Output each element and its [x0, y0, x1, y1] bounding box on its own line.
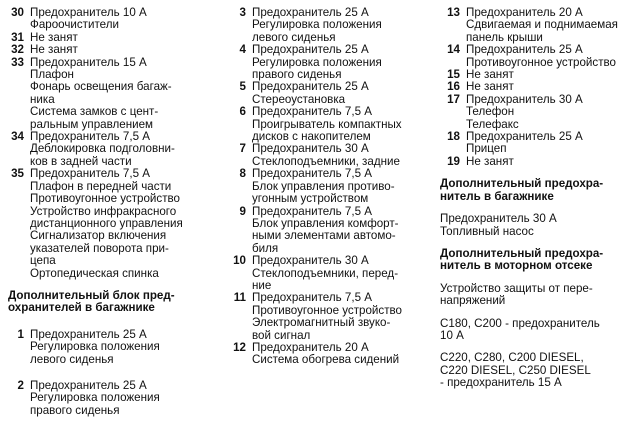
section-heading — [440, 178, 636, 203]
fuse-description-line: дисков с накопителем — [252, 130, 371, 144]
section-heading-line: Дополнительный предохра- — [440, 246, 604, 260]
fuse-description — [460, 44, 636, 69]
fuse-description-line: цепа — [30, 254, 56, 268]
fuse-description-line: Стеклоподъемники, перед- — [252, 266, 399, 280]
fuse-entry — [440, 7, 636, 44]
section-heading — [440, 248, 636, 273]
fuse-description-line: указателей поворота при- — [30, 241, 169, 255]
section-heading-line: охранителей в багажнике — [8, 301, 155, 315]
fuse-description-line: Предохранитель 7,5 А — [252, 167, 372, 181]
fuse-description-line: вой сигнал — [252, 328, 311, 342]
text-line: C180, C200 - предохранитель — [440, 316, 600, 330]
fuse-description — [24, 329, 213, 366]
fuse-number: 30 — [11, 6, 24, 19]
fuse-description-line: ков в задней части — [30, 154, 132, 168]
fuse-number: 32 — [11, 43, 24, 57]
fuse-description-line: Предохранитель 15 А — [30, 55, 147, 69]
fuse-description-line: левого сиденья — [252, 30, 336, 44]
fuse-description-line: ние — [252, 278, 272, 292]
section-heading-line: Дополнительный блок пред- — [8, 288, 175, 302]
fuse-description — [24, 131, 213, 168]
column-3 — [440, 7, 636, 390]
fuse-description-line: Предохранитель 7,5 А — [252, 105, 372, 119]
fuse-description-line: Предохранитель 20 А — [252, 340, 369, 354]
fuse-description — [246, 255, 428, 292]
fuse-description-line: Регулировка положения — [30, 391, 160, 405]
fuse-entry — [232, 44, 428, 81]
text-line: напряжений — [440, 294, 506, 308]
text-block — [440, 352, 636, 389]
column-2 — [232, 7, 428, 367]
fuse-number: 3 — [239, 6, 246, 19]
fuse-description-line: Не занят — [30, 43, 78, 57]
text-line: 10 А — [440, 328, 464, 342]
fuse-description-line: Предохранитель 25 А — [466, 130, 583, 144]
fuse-description-line: Система замков с цент- — [30, 105, 159, 119]
text-block — [440, 213, 636, 238]
fuse-number: 4 — [239, 43, 246, 57]
fuse-description-line: Электромагнитный звуко- — [252, 316, 391, 330]
fuse-number: 5 — [239, 80, 246, 94]
fuse-number: 19 — [447, 154, 460, 168]
fuse-description-line: Предохранитель 7,5 А — [252, 204, 372, 218]
fuse-description-line: Регулировка положения — [252, 55, 382, 69]
fuse-description-line: Предохранитель 7,5 А — [30, 167, 150, 181]
section-heading-line: нитель в багажнике — [440, 189, 554, 203]
fuse-description-line: Плафон — [30, 68, 74, 82]
column-1 — [8, 7, 213, 417]
fuse-description — [24, 380, 213, 417]
fuse-description — [460, 94, 636, 131]
fuse-description-line: Предохранитель 25 А — [252, 6, 369, 19]
fuse-description-line: Фароочистители — [30, 18, 119, 32]
fuse-description-line: Не занят — [30, 30, 78, 44]
fuse-number: 7 — [239, 142, 246, 156]
fuse-entry — [8, 131, 213, 168]
fuse-description-line: Система обогрева сидений — [252, 353, 400, 367]
fuse-number: 10 — [233, 254, 246, 268]
spacer — [8, 315, 213, 329]
fuse-description — [246, 44, 428, 81]
fuse-description — [24, 168, 213, 280]
fuse-description — [246, 206, 428, 256]
fuse-entry — [232, 342, 428, 367]
spacer — [8, 366, 213, 380]
text-line: Устройство защиты от пере- — [440, 281, 593, 295]
fuse-number: 1 — [17, 327, 24, 341]
fuse-description-line: Регулировка положения — [252, 18, 382, 32]
fuse-description-line: ными элементами автомо- — [252, 229, 396, 243]
fuse-description-line: угонным устройством — [252, 192, 369, 206]
fuse-description — [246, 81, 428, 106]
text-block — [440, 318, 636, 343]
fuse-number: 35 — [11, 167, 24, 181]
fuse-entry — [232, 143, 428, 168]
fuse-number: 14 — [447, 43, 460, 57]
fuse-description-line: биля — [252, 241, 279, 255]
fuse-description-line: Предохранитель 10 А — [30, 6, 147, 19]
fuse-number: 16 — [447, 80, 460, 94]
text-line: - предохранитель 15 А — [440, 376, 562, 390]
fuse-number: 11 — [233, 291, 246, 305]
fuse-description-line: Ортопедическая спинка — [30, 266, 159, 280]
fuse-description-line: Устройство инфракрасного — [30, 204, 177, 218]
fuse-description-line: Блок управления противо- — [252, 179, 395, 193]
section-heading-line: нитель в моторном отсеке — [440, 259, 593, 273]
section-heading — [8, 290, 213, 315]
fuse-description-line: Плафон в передней части — [30, 179, 172, 193]
fuse-entry — [232, 255, 428, 292]
fuse-description-line: Противоугонное устройство — [30, 192, 180, 206]
fuse-description-line: Предохранитель 30 А — [252, 254, 369, 268]
fuse-entry — [440, 94, 636, 131]
fuse-description-line: Предохранитель 30 А — [466, 92, 583, 106]
fuse-entry — [440, 81, 636, 93]
fuse-description — [24, 57, 213, 131]
fuse-description — [246, 292, 428, 342]
fuse-entry — [440, 131, 636, 156]
fuse-description-line: левого сиденья — [30, 352, 114, 366]
fuse-description-line: Не занят — [466, 68, 514, 82]
text-block — [440, 283, 636, 308]
fuse-description-line: Телефакс — [466, 117, 519, 131]
fuse-description-line: ника — [30, 92, 55, 106]
fuse-description-line: Предохранитель 20 А — [466, 6, 583, 19]
fuse-description — [460, 7, 636, 44]
fuse-description-line: Сигнализатор включения — [30, 229, 167, 243]
fuse-description — [460, 156, 636, 168]
fuse-entry — [8, 380, 213, 417]
fuse-description-line: Регулировка положения — [30, 340, 160, 354]
text-line: C220 DIESEL, C250 DIESEL — [440, 363, 591, 377]
fuse-description — [246, 342, 428, 367]
fuse-description-line: Прицеп — [466, 142, 507, 156]
fuse-entry — [8, 44, 213, 56]
fuse-number: 34 — [11, 130, 24, 144]
fuse-number: 8 — [239, 167, 246, 181]
fuse-entry — [8, 7, 213, 32]
fuse-description-line: панель крыши — [466, 30, 543, 44]
fuse-entry — [440, 156, 636, 168]
fuse-description-line: Блок управления комфорт- — [252, 216, 399, 230]
fuse-entry — [8, 168, 213, 280]
fuse-description — [246, 106, 428, 143]
fuse-entry — [232, 81, 428, 106]
fuse-description — [24, 44, 213, 56]
fuse-description-line: Стереоустановка — [252, 92, 346, 106]
fuse-number: 33 — [11, 55, 24, 69]
fuse-description-line: Предохранитель 25 А — [252, 43, 369, 57]
fuse-description-line: дистанционного управления — [30, 216, 183, 230]
fuse-description-line: Проигрыватель компактных — [252, 117, 402, 131]
fuse-description-line: Предохранитель 25 А — [30, 327, 147, 341]
fuse-description-line: Предохранитель 30 А — [252, 142, 369, 156]
fuse-description — [460, 81, 636, 93]
fuse-description-line: Противоугонное устройство — [466, 55, 616, 69]
fuse-entry — [232, 292, 428, 342]
fuse-number: 17 — [447, 92, 460, 106]
fuse-description — [460, 131, 636, 156]
fuse-description-line: Сдвигаемая и поднимаемая — [466, 18, 618, 32]
fuse-description-line: Деблокировка подголовни- — [30, 142, 175, 156]
fuse-description-line: ральным управлением — [30, 117, 154, 131]
fuse-description-line: Не занят — [466, 80, 514, 94]
fuse-description — [246, 143, 428, 168]
fuse-entry — [232, 7, 428, 44]
fuse-description-line: Предохранитель 7,5 А — [30, 130, 150, 144]
fuse-number: 13 — [447, 6, 460, 19]
fuse-description-line: Предохранитель 25 А — [30, 378, 147, 392]
fuse-entry — [232, 206, 428, 256]
section-heading-line: Дополнительный предохра- — [440, 177, 604, 191]
fuse-entry — [232, 106, 428, 143]
text-line: Предохранитель 30 А — [440, 212, 557, 226]
fuse-description-line: Стеклоподъемники, задние — [252, 154, 400, 168]
fuse-number: 6 — [239, 105, 246, 119]
fuse-number: 31 — [11, 30, 24, 44]
fuse-description-line: Фонарь освещения багаж- — [30, 80, 172, 94]
fuse-number: 15 — [447, 68, 460, 82]
fuse-description — [246, 168, 428, 205]
fuse-description-line: Предохранитель 7,5 А — [252, 291, 372, 305]
fuse-entry — [8, 329, 213, 366]
fuse-description-line: правого сиденья — [30, 403, 120, 417]
text-line: Топливный насос — [440, 224, 534, 238]
fuse-number: 12 — [233, 340, 246, 354]
text-line: C220, C280, C200 DIESEL, — [440, 351, 584, 365]
fuse-description-line: Противоугонное устройство — [252, 303, 402, 317]
fuse-description-line: правого сиденья — [252, 68, 342, 82]
fuse-description-line: Предохранитель 25 А — [466, 43, 583, 57]
fuse-number: 18 — [447, 130, 460, 144]
fuse-description-line: Не занят — [466, 154, 514, 168]
fuse-number: 2 — [17, 378, 24, 392]
fuse-description — [24, 7, 213, 32]
fuse-number: 9 — [239, 204, 246, 218]
fuse-description-line: Телефон — [466, 105, 515, 119]
fuse-description-line: Предохранитель 25 А — [252, 80, 369, 94]
fuse-entry — [232, 168, 428, 205]
fuse-description — [246, 7, 428, 44]
fuse-entry — [440, 44, 636, 69]
fuse-entry — [8, 57, 213, 131]
